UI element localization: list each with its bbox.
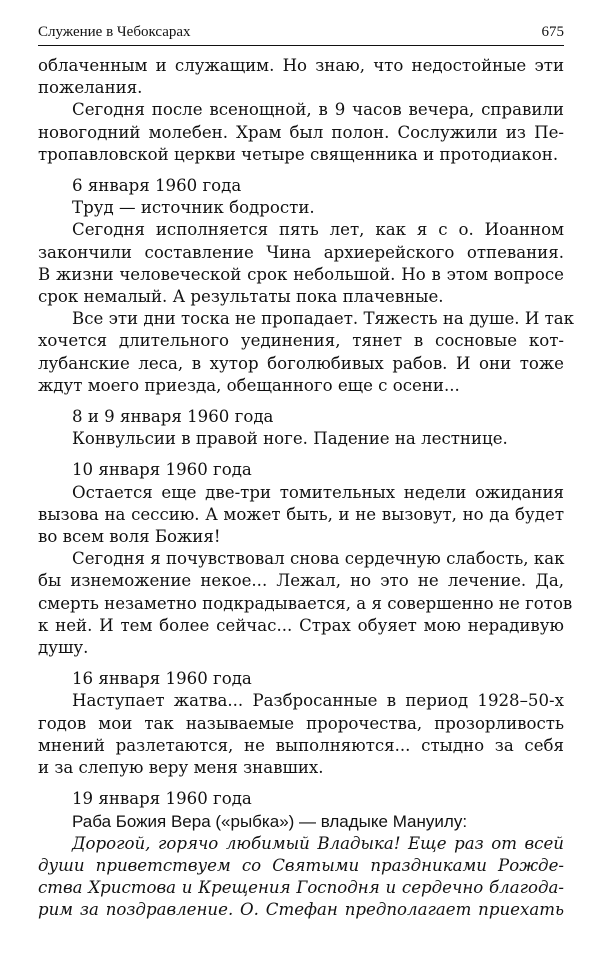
text-line: души приветствуем со Святыми праздниками Рожде-	[38, 855, 564, 875]
text-line: закончили составление Чина архиерейского отпевания.	[38, 242, 564, 262]
text-line: во всем воля Божия!	[38, 527, 221, 547]
paragraph	[38, 55, 564, 99]
text-line: Сегодня исполняется пять лет, как я с о. Иоанном	[72, 220, 564, 240]
text-line: хочется длительного уединения, тянет в сосновые кот-	[38, 331, 564, 351]
diary-date-heading: 16 января 1960 года	[72, 669, 252, 689]
running-title: Служение в Чебоксарах	[38, 23, 191, 40]
diary-date-heading: 19 января 1960 года	[72, 789, 252, 809]
text-line: Дорогой, горячо любимый Владыка! Еще раз от всей	[72, 833, 564, 853]
text-line: пожелания.	[38, 78, 143, 98]
diary-date-heading: 10 января 1960 года	[72, 460, 252, 480]
text-line: Раба Божия Вера («рыбка») — владыке Мануилу:	[72, 811, 468, 831]
text-line: рим за поздравление. О. Стефан предполагает приехать	[38, 900, 564, 920]
text-line: Наступает жатва... Разбросанные в период 1928–50-х	[72, 691, 564, 711]
text-line: срок немалый. А результаты пока плачевные.	[38, 287, 444, 307]
paragraph	[38, 219, 564, 308]
text-line: ждут моего приезда, обещанного еще с осени...	[38, 375, 460, 395]
text-line: мнений разлетаются, не выполняются... стыдно за себя	[38, 735, 564, 755]
paragraph	[38, 548, 573, 659]
quoted-letter-paragraph	[38, 833, 564, 922]
text-line: смерть незаметно подкрадывается, а я совершенно не готов	[38, 593, 573, 613]
text-line: тропавловской церкви четыре священника и протодиакон.	[38, 144, 559, 164]
text-line: и за слепую веру меня знавших.	[38, 758, 324, 778]
text-line: бы изнеможение некое... Лежал, но это не лечение. Да,	[38, 571, 564, 591]
text-line: вызова на сессию. А может быть, и не вызовут, но да будет	[38, 504, 564, 524]
page-number: 675	[541, 23, 564, 40]
text-line: Остается еще две-три томительных недели ожидания	[72, 482, 564, 502]
header-rule	[38, 45, 564, 46]
diary-date-heading: 8 и 9 января 1960 года	[72, 407, 274, 427]
letter-attribution	[38, 811, 564, 833]
paragraph	[38, 428, 564, 450]
text-line: новогодний молебен. Храм был полон. Сослужили из Пе-	[38, 122, 564, 142]
text-line: Труд — источник бодрости.	[72, 198, 315, 218]
text-line: облаченным и служащим. Но знаю, что недостойные эти	[38, 56, 564, 75]
text-line: Все эти дни тоска не пропадает. Тяжесть на душе. И так	[72, 309, 575, 329]
paragraph	[38, 690, 564, 779]
text-line: В жизни человеческой срок небольшой. Но в этом вопросе	[38, 264, 564, 284]
running-header	[38, 20, 564, 44]
paragraph	[38, 99, 564, 166]
text-line: лубанские леса, в хутор боголюбивых рабов. И они тоже	[38, 353, 564, 373]
text-line: к ней. И тем более сейчас... Страх обуяет мою нерадивую	[38, 615, 564, 635]
diary-date-heading: 6 января 1960 года	[72, 176, 242, 196]
page-body	[38, 55, 575, 922]
paragraph	[38, 308, 575, 397]
text-line: Конвульсии в правой ноге. Падение на лестнице.	[72, 429, 508, 449]
text-line: Сегодня после всенощной, в 9 часов вечера, справили	[72, 100, 564, 120]
text-line: ства Христова и Крещения Господня и сердечно благода-	[38, 878, 564, 898]
text-line: Сегодня я почувствовал снова сердечную слабость, как	[72, 549, 565, 569]
paragraph	[38, 197, 564, 219]
text-line: душу.	[38, 638, 89, 658]
paragraph	[38, 482, 564, 549]
text-line: годов мои так называемые пророчества, прозорливость	[38, 713, 564, 733]
